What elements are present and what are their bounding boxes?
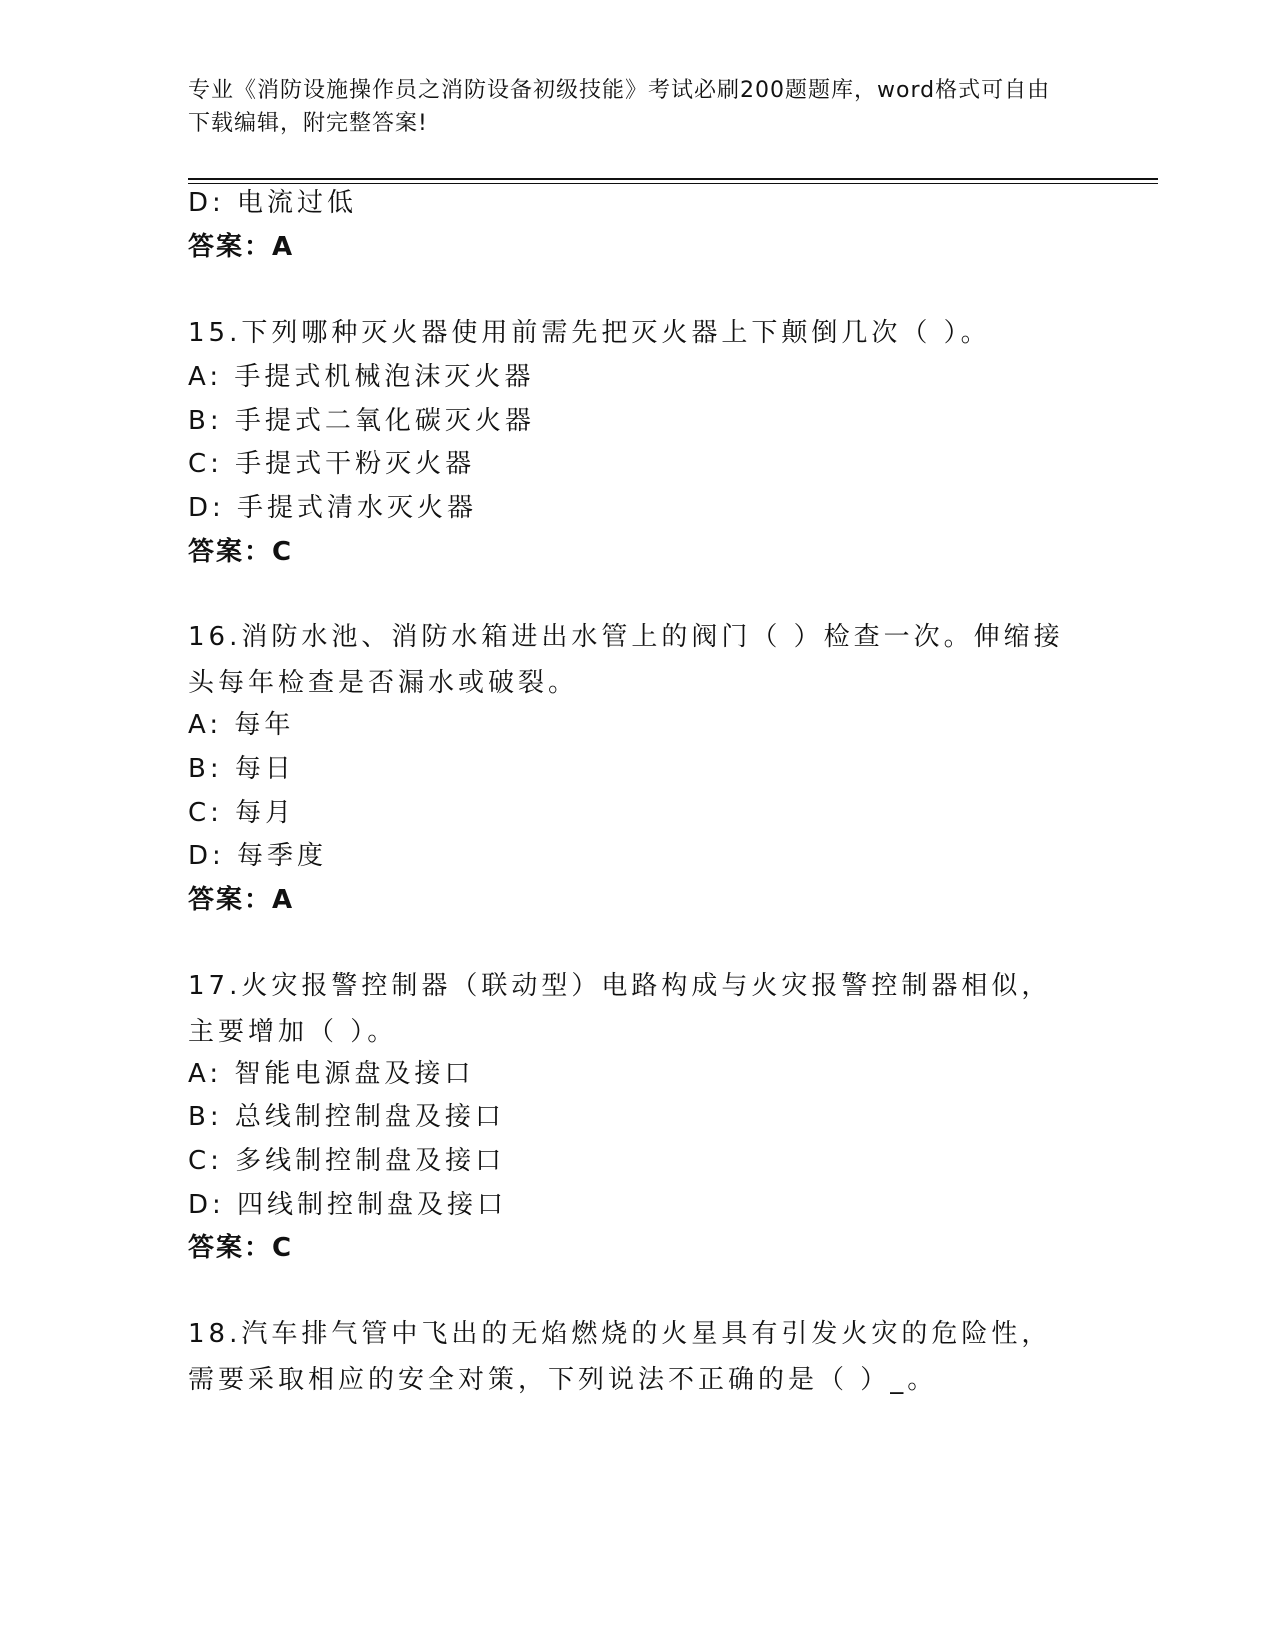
q17-option-a: A: 智能电源盘及接口 — [188, 1059, 475, 1089]
document-header: 专业《消防设施操作员之消防设备初级技能》考试必刷200题题库，word格式可自由下载编辑，附完整答案! — [188, 78, 1051, 136]
q15-stem: 15.下列哪种灭火器使用前需先把灭火器上下颠倒几次（ ）。 — [188, 318, 991, 348]
q15-option-a: A: 手提式机械泡沫灭火器 — [188, 362, 535, 392]
q15-option-c: C: 手提式干粉灭火器 — [188, 449, 476, 479]
q16-answer: 答案：A — [188, 885, 295, 915]
q16-option-b: B: 每日 — [188, 754, 295, 784]
prev-answer: 答案：A — [188, 232, 295, 262]
q16-stem: 16.消防水池、消防水箱进出水管上的阀门（ ）检查一次。伸缩接头每年检查是否漏水或破裂。 — [188, 622, 1064, 698]
q18-stem: 18.汽车排气管中飞出的无焰燃烧的火星具有引发火灾的危险性，需要采取相应的安全对策，下列说法不正确的是（ ）_。 — [188, 1319, 1052, 1395]
q17-option-d: D: 四线制控制盘及接口 — [188, 1190, 508, 1220]
q15-option-d: D: 手提式清水灭火器 — [188, 493, 478, 523]
q16-option-c: C: 每月 — [188, 798, 296, 828]
header-divider-thick — [188, 178, 1158, 180]
q16-option-d: D: 每季度 — [188, 841, 328, 871]
q17-stem: 17.火灾报警控制器（联动型）电路构成与火灾报警控制器相似，主要增加（ ）。 — [188, 971, 1052, 1047]
q17-answer: 答案：C — [188, 1233, 294, 1263]
prev-option-d: D: 电流过低 — [188, 188, 358, 218]
q15-answer: 答案：C — [188, 537, 294, 567]
header-divider-thin — [188, 183, 1158, 184]
q16-option-a: A: 每年 — [188, 710, 295, 740]
q15-option-b: B: 手提式二氧化碳灭火器 — [188, 406, 535, 436]
q17-option-b: B: 总线制控制盘及接口 — [188, 1102, 505, 1132]
q17-option-c: C: 多线制控制盘及接口 — [188, 1146, 506, 1176]
